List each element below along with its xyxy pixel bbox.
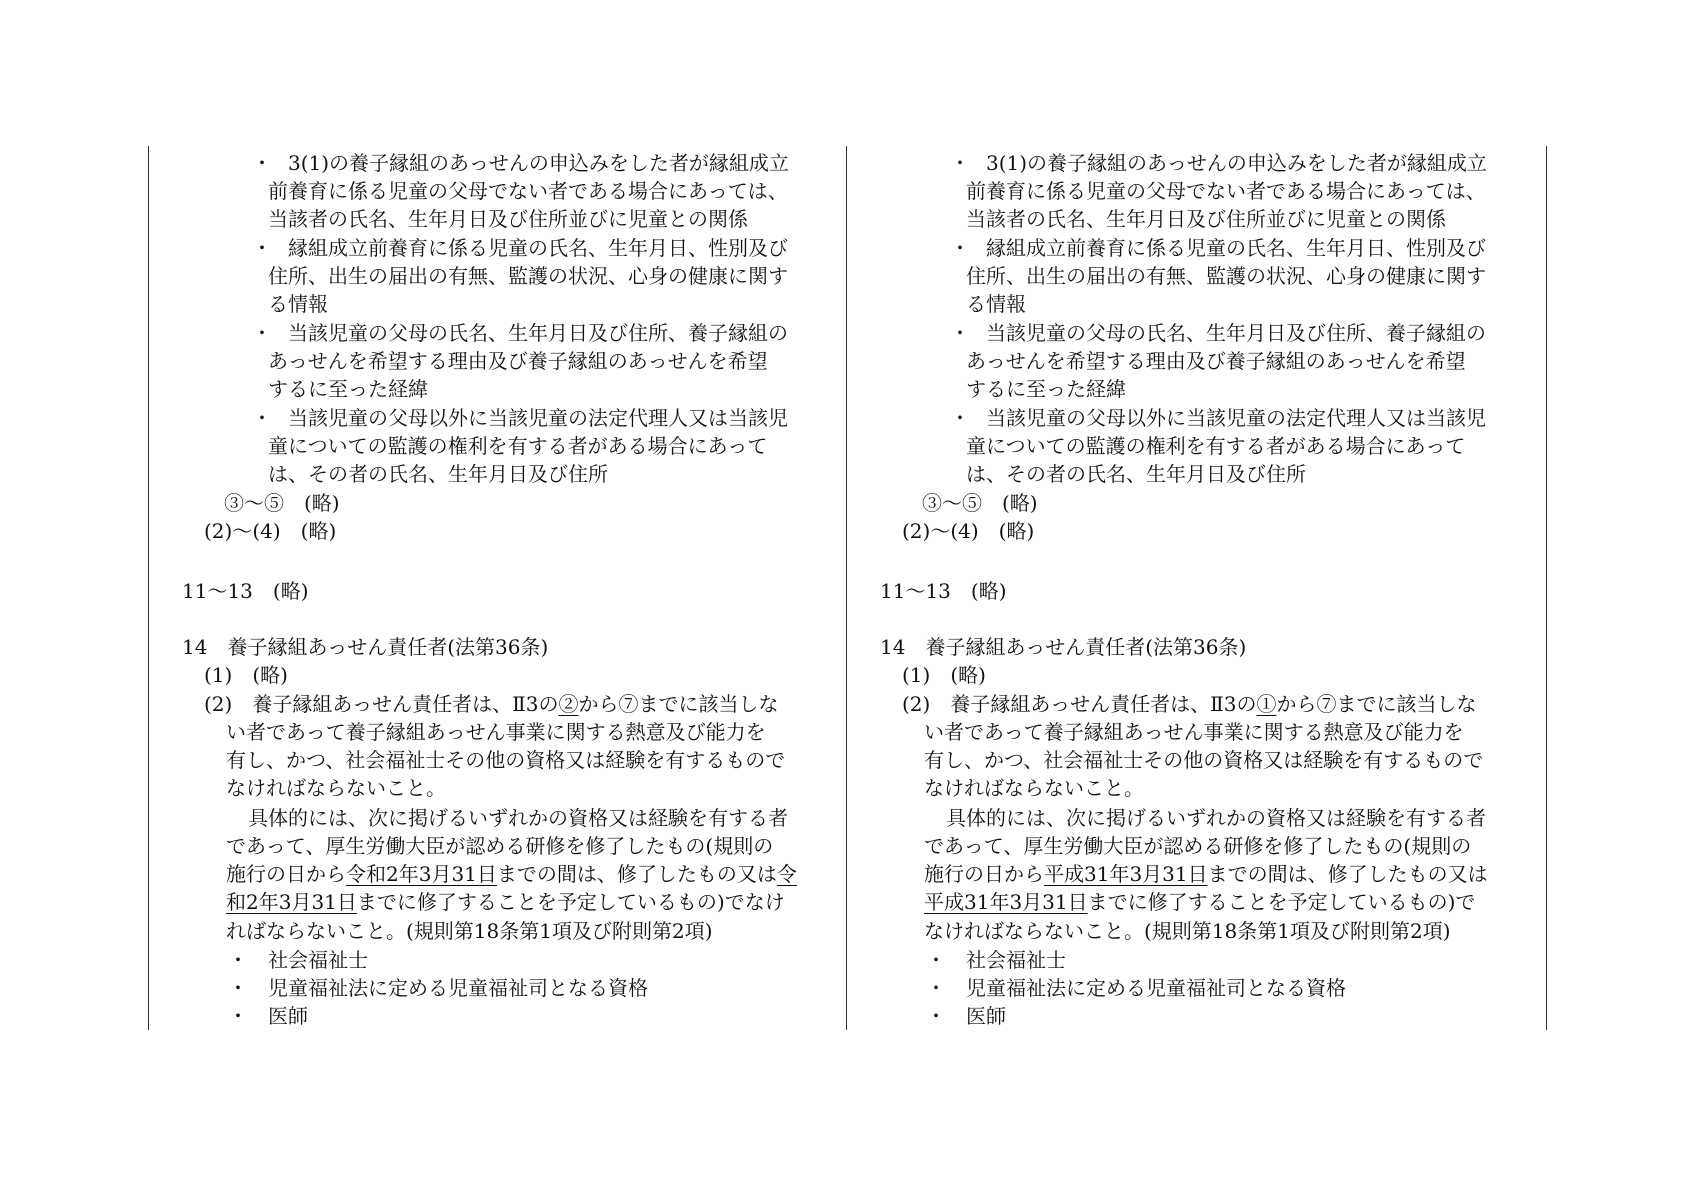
text-line: 3(1)の養子縁組のあっせんの申込みをした者が縁組成立 [288,151,789,175]
text-line: なければならないこと。 [226,776,446,800]
revised-text-column [148,146,838,1030]
qualification-item: 児童福祉法に定める児童福祉司となる資格 [268,976,648,1000]
bullet: ・ [228,948,248,972]
text-line: 当該児童の父母以外に当該児童の法定代理人又は当該児 [986,406,1486,430]
text-line: 3(1)の養子縁組のあっせんの申込みをした者が縁組成立 [986,151,1487,175]
qualification-item: 社会福祉士 [966,948,1066,972]
qualification-item: 医師 [966,1004,1006,1028]
bullet: ・ [252,151,272,175]
text-line-with-amendment: 施行の日から令和2年3月31日までの間は、修了したもの又は令 [226,862,797,886]
item-3-5: ③～⑤ (略) [224,491,340,515]
item-3-5: ③～⑤ (略) [922,491,1038,515]
bullet: ・ [252,321,272,345]
text-line: 童についての監護の権利を有する者がある場合にあって [966,434,1466,458]
section-11-13: 11～13 (略) [880,579,1007,603]
text-line: あっせんを希望する理由及び養子縁組のあっせんを希望 [966,349,1466,373]
text-line: 童についての監護の権利を有する者がある場合にあって [268,434,768,458]
text-line: い者であって養子縁組あっせん事業に関する熱意及び能力を [924,720,1464,744]
bullet: ・ [228,1004,248,1028]
bullet: ・ [950,236,970,260]
section-11-13: 11～13 (略) [182,579,309,603]
item-2-4: (2)～(4) (略) [902,519,1035,543]
qualification-item: 社会福祉士 [268,948,368,972]
bullet: ・ [926,976,946,1000]
amended-date: 和2年3月31日 [226,890,357,914]
text-line-with-amendment: 平成31年3月31日までに修了することを予定しているもの)で [924,890,1476,914]
text-line: は、その者の氏名、生年月日及び住所 [268,462,608,486]
text-line: 前養育に係る児童の父母でない者である場合にあっては、 [268,179,788,203]
amended-date: 令 [776,862,797,886]
text-line: 当該児童の父母の氏名、生年月日及び住所、養子縁組の [288,321,788,345]
bullet: ・ [228,976,248,1000]
text-line: 有し、かつ、社会福祉士その他の資格又は経験を有するもので [924,748,1484,772]
bullet: ・ [926,948,946,972]
current-text-column [846,146,1536,1030]
bullet: ・ [950,151,970,175]
text-line: る情報 [966,292,1026,316]
amended-date: 平成31年3月31日 [924,890,1088,914]
text-line: い者であって養子縁組あっせん事業に関する熱意及び能力を [226,720,766,744]
section-14-title: 14 養子縁組あっせん責任者(法第36条) [182,635,549,659]
amended-date: 令和2年3月31日 [346,862,497,886]
bullet: ・ [950,406,970,430]
text-line: 当該児童の父母の氏名、生年月日及び住所、養子縁組の [986,321,1486,345]
section-14-1: (1) (略) [902,663,986,687]
text-line: ればならないこと。(規則第18条第1項及び附則第2項) [226,919,713,943]
text-line: 当該者の氏名、生年月日及び住所並びに児童との関係 [966,207,1446,231]
text-line-with-amendment: 和2年3月31日までに修了することを予定しているもの)でなけ [226,890,785,914]
section-14-1: (1) (略) [204,663,288,687]
text-line: 当該児童の父母以外に当該児童の法定代理人又は当該児 [288,406,788,430]
text-line: 住所、出生の届出の有無、監護の状況、心身の健康に関す [268,264,788,288]
column-rule-right [1546,146,1547,1030]
text-line: 具体的には、次に掲げるいずれかの資格又は経験を有する者 [248,806,788,830]
text-line: る情報 [268,292,328,316]
text-line-with-amendment: 施行の日から平成31年3月31日までの間は、修了したもの又は [924,862,1488,886]
qualification-item: 医師 [268,1004,308,1028]
underlined-reference: ② [558,692,579,716]
text-line: であって、厚生労働大臣が認める研修を修了したもの(規則の [924,834,1472,858]
text-line: 住所、出生の届出の有無、監護の状況、心身の健康に関す [966,264,1486,288]
amended-date: 平成31年3月31日 [1044,862,1208,886]
text-line: 具体的には、次に掲げるいずれかの資格又は経験を有する者 [946,806,1486,830]
text-line: 前養育に係る児童の父母でない者である場合にあっては、 [966,179,1486,203]
text-line: なければならないこと。 [924,776,1144,800]
text-line: あっせんを希望する理由及び養子縁組のあっせんを希望 [268,349,768,373]
qualification-item: 児童福祉法に定める児童福祉司となる資格 [966,976,1346,1000]
text-line: 縁組成立前養育に係る児童の氏名、生年月日、性別及び [986,236,1486,260]
text-line: するに至った経緯 [966,377,1126,401]
text-line: であって、厚生労働大臣が認める研修を修了したもの(規則の [226,834,774,858]
section-14-2-line: (2) 養子縁組あっせん責任者は、Ⅱ3の②から⑦までに該当しな [204,692,779,716]
text-line: 縁組成立前養育に係る児童の氏名、生年月日、性別及び [288,236,788,260]
bullet: ・ [252,406,272,430]
section-14-2-line: (2) 養子縁組あっせん責任者は、Ⅱ3の①から⑦までに該当しな [902,692,1477,716]
text-line: は、その者の氏名、生年月日及び住所 [966,462,1306,486]
section-14-title: 14 養子縁組あっせん責任者(法第36条) [880,635,1247,659]
text-line: 当該者の氏名、生年月日及び住所並びに児童との関係 [268,207,748,231]
bullet: ・ [926,1004,946,1028]
text-line: するに至った経緯 [268,377,428,401]
bullet: ・ [252,236,272,260]
bullet: ・ [950,321,970,345]
text-line: 有し、かつ、社会福祉士その他の資格又は経験を有するもので [226,748,786,772]
text-line: なければならないこと。(規則第18条第1項及び附則第2項) [924,919,1451,943]
item-2-4: (2)～(4) (略) [204,519,337,543]
underlined-reference: ① [1256,692,1277,716]
